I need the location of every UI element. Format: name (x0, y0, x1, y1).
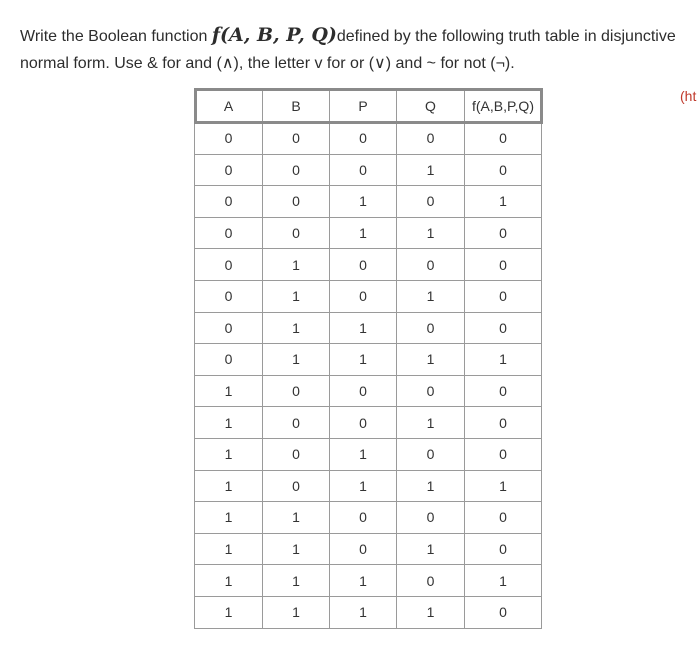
table-row (195, 438, 542, 470)
table-row (195, 186, 542, 218)
cell-b: 0 (263, 375, 330, 407)
cell-a: 1 (195, 502, 263, 534)
table-row (195, 375, 542, 407)
cell-q: 0 (397, 438, 465, 470)
cell-a: 0 (195, 280, 263, 312)
cell-a: 1 (195, 407, 263, 439)
cell-p: 0 (330, 407, 397, 439)
cell-b: 0 (263, 123, 330, 155)
cell-p: 1 (330, 438, 397, 470)
cell-q: 0 (397, 186, 465, 218)
cell-b: 1 (263, 596, 330, 628)
cell-p: 0 (330, 123, 397, 155)
table-row (195, 217, 542, 249)
table-row (195, 312, 542, 344)
truth-table-header-row (195, 89, 542, 123)
cell-p: 0 (330, 154, 397, 186)
table-row (195, 123, 542, 155)
table-row (195, 470, 542, 502)
cell-f: 0 (465, 533, 542, 565)
cell-b: 0 (263, 470, 330, 502)
cell-f: 1 (465, 344, 542, 376)
cell-q: 1 (397, 470, 465, 502)
cell-b: 1 (263, 280, 330, 312)
cell-p: 0 (330, 375, 397, 407)
cell-p: 0 (330, 533, 397, 565)
cell-b: 1 (263, 533, 330, 565)
cell-a: 0 (195, 154, 263, 186)
cell-q: 0 (397, 375, 465, 407)
cell-p: 0 (330, 502, 397, 534)
cell-f: 1 (465, 470, 542, 502)
question-text (20, 22, 700, 77)
cell-a: 0 (195, 217, 263, 249)
truncated-link-text: (ht (680, 88, 697, 104)
cell-f: 0 (465, 375, 542, 407)
table-row (195, 502, 542, 534)
cell-b: 1 (263, 565, 330, 597)
cell-q: 1 (397, 407, 465, 439)
cell-q: 1 (397, 217, 465, 249)
cell-p: 1 (330, 596, 397, 628)
cell-p: 1 (330, 344, 397, 376)
cell-p: 1 (330, 186, 397, 218)
question-line2: normal form. Use & for and (∧), the letter v for or (∨) and ~ for not (¬). (20, 55, 515, 72)
cell-b: 1 (263, 312, 330, 344)
cell-q: 0 (397, 565, 465, 597)
header-cell-a: A (195, 89, 263, 123)
header-cell-b: B (263, 89, 330, 123)
cell-b: 0 (263, 407, 330, 439)
cell-f: 0 (465, 312, 542, 344)
question-line1-suffix: defined by the following truth table in disjunctive (336, 28, 676, 45)
cell-q: 0 (397, 312, 465, 344)
cell-p: 0 (330, 249, 397, 281)
cell-a: 1 (195, 533, 263, 565)
cell-f: 0 (465, 596, 542, 628)
table-row (195, 565, 542, 597)
cell-f: 1 (465, 565, 542, 597)
table-row (195, 249, 542, 281)
cell-a: 0 (195, 123, 263, 155)
cell-q: 1 (397, 154, 465, 186)
cell-a: 0 (195, 186, 263, 218)
cell-f: 0 (465, 154, 542, 186)
cell-b: 1 (263, 502, 330, 534)
cell-b: 0 (263, 186, 330, 218)
question-line1-prefix: Write the Boolean function (20, 28, 212, 45)
cell-q: 1 (397, 280, 465, 312)
cell-q: 0 (397, 249, 465, 281)
cell-b: 1 (263, 344, 330, 376)
header-cell-q: Q (397, 89, 465, 123)
cell-b: 0 (263, 217, 330, 249)
cell-q: 1 (397, 596, 465, 628)
cell-b: 0 (263, 438, 330, 470)
header-cell-p: P (330, 89, 397, 123)
cell-f: 0 (465, 280, 542, 312)
cell-p: 0 (330, 280, 397, 312)
cell-q: 0 (397, 502, 465, 534)
cell-q: 1 (397, 344, 465, 376)
table-row (195, 154, 542, 186)
cell-f: 0 (465, 249, 542, 281)
cell-f: 0 (465, 407, 542, 439)
cell-f: 0 (465, 438, 542, 470)
cell-q: 1 (397, 533, 465, 565)
table-row (195, 280, 542, 312)
cell-p: 1 (330, 312, 397, 344)
header-cell-f: f(A,B,P,Q) (465, 89, 542, 123)
cell-b: 0 (263, 154, 330, 186)
cell-p: 1 (330, 217, 397, 249)
cell-a: 0 (195, 344, 263, 376)
cell-a: 1 (195, 375, 263, 407)
cell-f: 0 (465, 502, 542, 534)
cell-a: 0 (195, 312, 263, 344)
cell-a: 1 (195, 596, 263, 628)
cell-b: 1 (263, 249, 330, 281)
cell-a: 1 (195, 470, 263, 502)
truth-table (194, 88, 542, 629)
cell-a: 1 (195, 565, 263, 597)
cell-a: 0 (195, 249, 263, 281)
table-row (195, 344, 542, 376)
cell-p: 1 (330, 565, 397, 597)
cell-a: 1 (195, 438, 263, 470)
cell-f: 0 (465, 123, 542, 155)
truth-table-body (195, 123, 542, 629)
function-expression: f(A, B, P, Q) (211, 24, 337, 46)
table-row (195, 407, 542, 439)
table-row (195, 533, 542, 565)
cell-f: 1 (465, 186, 542, 218)
cell-q: 0 (397, 123, 465, 155)
cell-f: 0 (465, 217, 542, 249)
cell-p: 1 (330, 470, 397, 502)
table-row (195, 596, 542, 628)
